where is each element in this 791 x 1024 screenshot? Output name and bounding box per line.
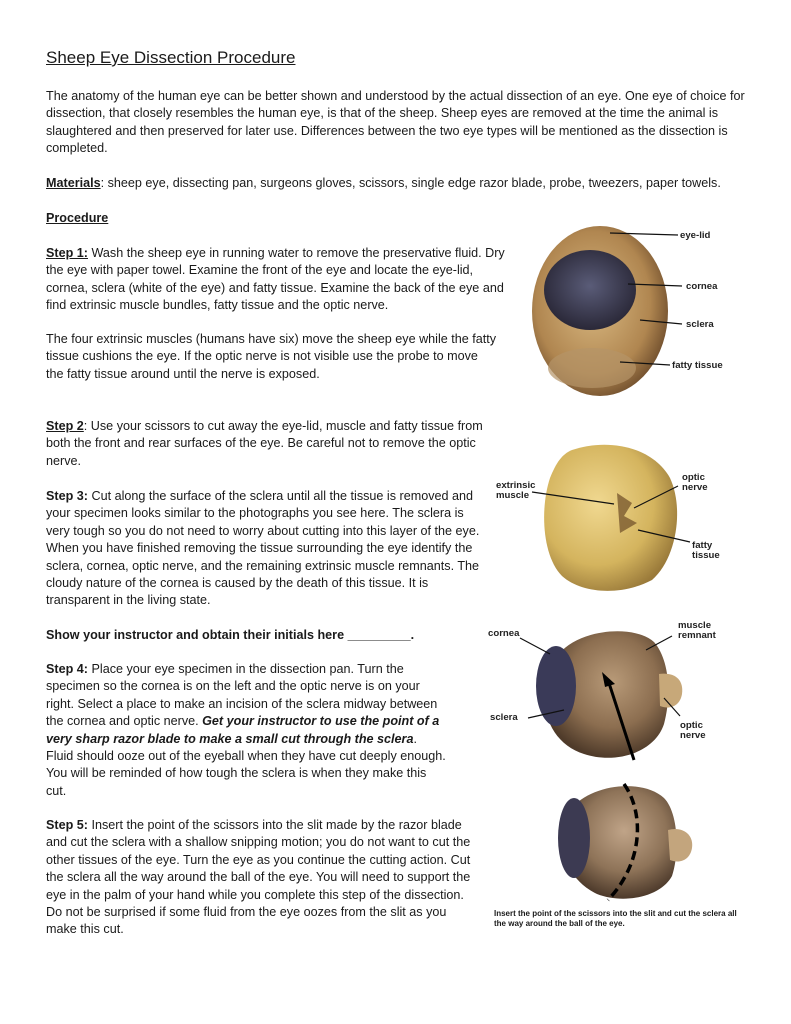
fatty-tissue-shape — [548, 348, 636, 388]
cornea-shape — [544, 250, 636, 330]
label-fatty: fatty — [692, 540, 713, 551]
label-cornea: cornea — [686, 281, 718, 292]
label-muscle-2: muscle — [678, 620, 712, 631]
cornea-cut-shape — [558, 798, 590, 878]
figure-caption: Insert the point of the scissors into the slit and cut the sclera all the way around the ball of the eye. — [494, 909, 737, 928]
label-sclera: sclera — [686, 319, 714, 330]
step2-paragraph — [46, 418, 484, 470]
step4-after: . Fluid should ooze out of the eyeball when they have cut deeply enough. You will be reminded of how tough the sclera is when they make this cut. — [46, 731, 446, 798]
materials-heading: Materials — [46, 176, 101, 190]
figure-eye-back — [492, 438, 752, 598]
label-fatty-tissue: fatty tissue — [672, 360, 723, 371]
step4-paragraph — [46, 661, 446, 800]
step3-paragraph — [46, 488, 484, 610]
intro-paragraph: The anatomy of the human eye can be better shown and understood by the actual dissection of an eye. One eye of choice for dissection, that closely resembles the human eye, is that of the sheep. Sheep eyes are removed at the time the animal is slaughtered and then preserved for later use. Differences between the two eye types will be mentioned as the dissection is completed. — [46, 89, 745, 156]
procedure-heading: Procedure — [46, 211, 109, 225]
optic-nerve-shape — [659, 674, 682, 708]
instructor-initials-line: Show your instructor and obtain their initials here _________. — [46, 628, 415, 642]
label-nerve: nerve — [682, 482, 708, 493]
step4-emphasis: Get your instructor to use the point of a very sharp razor blade to make a small cut through the sclera — [46, 714, 440, 746]
materials-text: : sheep eye, dissecting pan, surgeons gloves, scissors, single edge razor blade, probe, tweezers, paper towels. — [100, 176, 721, 190]
label-optic: optic — [682, 472, 705, 483]
figure-eye-cut — [552, 772, 702, 904]
label-remnant: remnant — [678, 630, 716, 641]
step1-paragraph — [46, 245, 508, 315]
label-optic-2: optic — [680, 720, 703, 731]
step4-text: Place your eye specimen in the dissection pan. Turn the specimen so the cornea is on the left and the optic nerve is on your right. Select a place to make an incision of the sclera midway between the cornea and optic nerve. — [46, 662, 438, 729]
label-muscle: muscle — [496, 490, 530, 501]
step3-heading: Step 3: — [46, 489, 88, 503]
label-tissue: tissue — [692, 550, 720, 561]
step1-text: Wash the sheep eye in running water to remove the preservative fluid. Dry the eye with paper towel. Examine the front of the eye and locate the eye-lid, cornea, sclera (white of the eye) and fatty tissue. Examine the back of the eye and find extrinsic muscle bundles, fatty tissue and the optic nerve. — [46, 246, 505, 313]
step2-text: : Use your scissors to cut away the eye-lid, muscle and fatty tissue from both the front and rear surfaces of the eye. Be careful not to remove the optic nerve. — [46, 419, 483, 468]
label-nerve-2: nerve — [680, 730, 706, 741]
step5-paragraph — [46, 817, 476, 939]
step4-heading: Step 4: — [46, 662, 88, 676]
muscles-paragraph: The four extrinsic muscles (humans have six) move the sheep eye while the fatty tissue cushions the eye. If the optic nerve is not visible use the probe to move the fatty tissue around until the nerve is exposed. — [46, 332, 497, 381]
page-title: Sheep Eye Dissection Procedure — [46, 48, 296, 67]
figure-eye-side — [484, 614, 754, 774]
step2-heading: Step 2 — [46, 419, 84, 433]
step3-text: Cut along the surface of the sclera until all the tissue is removed and your specimen looks similar to the photographs you see here. The sclera is very tough so you do not need to worry about cutting into this layer of the eye. When you have finished removing the tissue surrounding the eye identify the sclera, cornea, optic nerve, and the remaining extrinsic muscle remnants. The cloudy nature of the cornea is caused by the death of this tissue. It is transparent in the living state. — [46, 489, 480, 608]
label-eye-lid: eye-lid — [680, 230, 711, 241]
label-sclera-2: sclera — [490, 712, 518, 723]
label-cornea-2: cornea — [488, 628, 520, 639]
figure-eye-front — [520, 218, 750, 400]
step1-heading: Step 1: — [46, 246, 88, 260]
step5-heading: Step 5: — [46, 818, 88, 832]
step5-text: Insert the point of the scissors into the slit made by the razor blade and cut the sclera with a shallow snipping motion; you do not want to cut the other tissues of the eye. Turn the eye as you continue the cutting action. Cut the sclera all the way around the ball of the eye. You will need to support the eye in the palm of your hand while you complete this step of the dissection. Do not be surprised if some fluid from the eye oozes from the slit as you make this cut. — [46, 818, 471, 937]
materials-paragraph — [46, 175, 766, 192]
cornea-side-shape — [536, 646, 576, 726]
eye-back-shape — [544, 445, 677, 591]
label-extrinsic: extrinsic — [496, 480, 536, 491]
